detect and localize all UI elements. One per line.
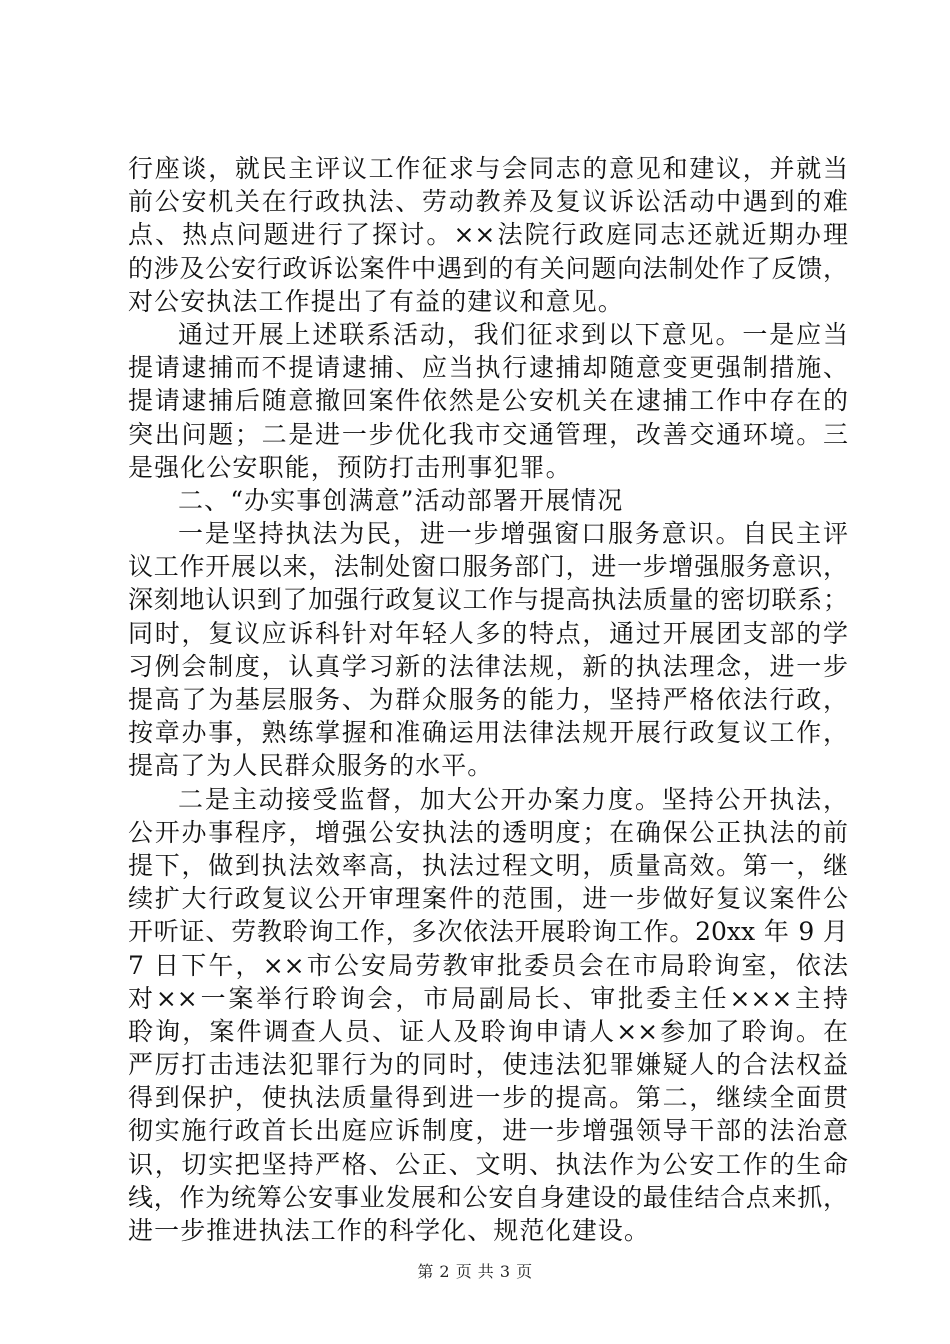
text-line: 7 日下午，××市公安局劳教审批委员会在市局聆询室，依法 xyxy=(128,950,848,980)
text-line: 线，作为统筹公安事业发展和公安自身建设的最佳结合点来抓， xyxy=(128,1182,848,1212)
text-line: 严厉打击违法犯罪行为的同时，使违法犯罪嫌疑人的合法权益 xyxy=(128,1050,848,1080)
text-line: 聆询，案件调查人员、证人及聆询申请人××参加了聆询。在 xyxy=(128,1016,848,1046)
text-line: 突出问题；二是进一步优化我市交通管理，改善交通环境。三 xyxy=(128,419,848,449)
text-line: 行座谈，就民主评议工作征求与会同志的意见和建议，并就当 xyxy=(128,154,848,183)
text-line: 一是坚持执法为民，进一步增强窗口服务意识。自民主评 xyxy=(178,519,848,549)
text-line: 彻实施行政首长出庭应诉制度，进一步增强领导干部的法治意 xyxy=(128,1116,848,1146)
page-number-footer: 第 2 页 共 3 页 xyxy=(417,1262,533,1281)
text-line: 对××一案举行聆询会，市局副局长、审批委主任×××主持 xyxy=(128,983,848,1013)
text-line: 进一步推进执法工作的科学化、规范化建设。 xyxy=(128,1216,651,1245)
text-line: 二是主动接受监督，加大公开办案力度。坚持公开执法， xyxy=(178,784,848,814)
text-line: 提请逮捕后随意撤回案件依然是公安机关在逮捕工作中存在的 xyxy=(128,386,848,416)
text-line: 点、热点问题进行了探讨。××法院行政庭同志还就近期办理 xyxy=(128,220,848,250)
text-line: 公开办事程序，增强公安执法的透明度；在确保公正执法的前 xyxy=(128,817,848,847)
text-line: 议工作开展以来，法制处窗口服务部门，进一步增强服务意识， xyxy=(128,552,848,582)
text-line: 提下，做到执法效率高，执法过程文明，质量高效。第一，继 xyxy=(128,850,848,880)
text-line: 的涉及公安行政诉讼案件中遇到的有关问题向法制处作了反馈， xyxy=(128,253,848,283)
text-line: 续扩大行政复议公开审理案件的范围，进一步做好复议案件公 xyxy=(128,884,848,914)
text-line: 前公安机关在行政执法、劳动教养及复议诉讼活动中遇到的难 xyxy=(128,187,848,217)
text-line: 是强化公安职能，预防打击刑事犯罪。 xyxy=(128,452,572,482)
text-line: 提高了为人民群众服务的水平。 xyxy=(128,751,494,781)
document-body xyxy=(128,152,848,1247)
text-line: 识，切实把坚持严格、公正、文明、执法作为公安工作的生命 xyxy=(128,1149,848,1179)
text-line: 提请逮捕而不提请逮捕、应当执行逮捕却随意变更强制措施、 xyxy=(128,353,848,383)
text-line: 同时，复议应诉科针对年轻人多的特点，通过开展团支部的学 xyxy=(128,618,848,648)
text-line: 按章办事，熟练掌握和准确运用法律法规开展行政复议工作， xyxy=(128,718,848,748)
section-heading: 二、“办实事创满意”活动部署开展情况 xyxy=(178,485,624,515)
text-line: 对公安执法工作提出了有益的建议和意见。 xyxy=(128,286,624,316)
text-line: 得到保护，使执法质量得到进一步的提高。第二，继续全面贯 xyxy=(128,1083,848,1113)
text-line: 开听证、劳教聆询工作，多次依法开展聆询工作。20xx 年 9 月 xyxy=(128,917,848,947)
text-line: 习例会制度，认真学习新的法律法规，新的执法理念，进一步 xyxy=(128,651,848,681)
text-line: 通过开展上述联系活动，我们征求到以下意见。一是应当 xyxy=(178,319,848,349)
text-line: 提高了为基层服务、为群众服务的能力，坚持严格依法行政， xyxy=(128,685,848,714)
text-line: 深刻地认识到了加强行政复议工作与提高执法质量的密切联系； xyxy=(128,585,848,615)
